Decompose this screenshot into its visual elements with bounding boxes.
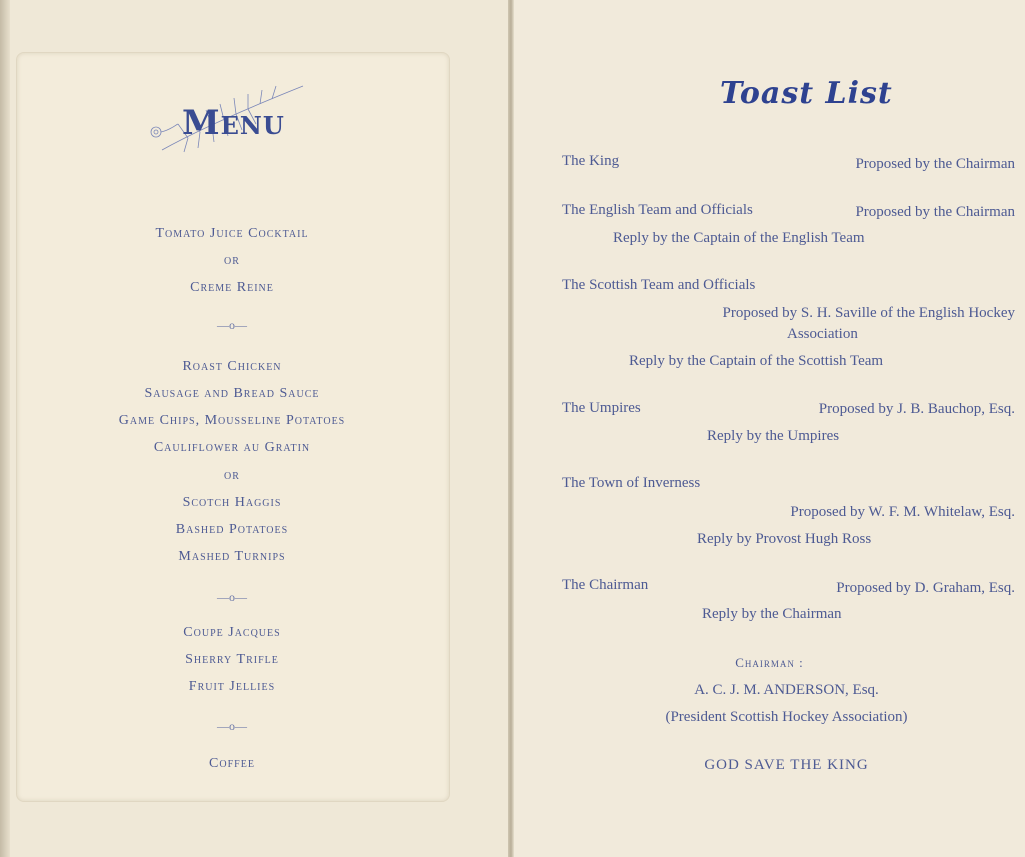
chairman-name: A. C. J. M. ANDERSON, Esq. xyxy=(694,682,879,698)
toast-proposer: Proposed by W. F. M. Whitelaw, Esq. xyxy=(790,504,1015,520)
toast-name: The Chairman xyxy=(562,577,649,593)
toast-reply: Reply by the Captain of the English Team xyxy=(613,230,865,246)
menu-separator-or: or xyxy=(224,468,240,483)
toast-proposer: Proposed by D. Graham, Esq. xyxy=(836,580,1015,596)
menu-item: Mashed Turnips xyxy=(178,549,286,564)
chairman-role: (President Scottish Hockey Association) xyxy=(665,709,908,725)
menu-item: Roast Chicken xyxy=(182,359,282,374)
toast-name: The King xyxy=(562,153,620,169)
menu-item: Fruit Jellies xyxy=(188,679,276,694)
toast-list-title: Toast List xyxy=(720,76,893,111)
binding-edge xyxy=(0,0,10,857)
menu-divider: —o— xyxy=(217,719,247,733)
menu-title-text: Menu xyxy=(182,103,285,143)
toast-reply: Reply by the Umpires xyxy=(707,428,840,444)
toast-name: The Umpires xyxy=(562,400,641,416)
toast-name: The English Team and Officials xyxy=(562,202,753,218)
menu-divider: —o— xyxy=(217,318,247,332)
menu-item: Coupe Jacques xyxy=(183,625,281,640)
menu-item: Scotch Haggis xyxy=(182,495,282,510)
menu-title-ornament xyxy=(148,80,308,162)
toast-proposer-continued: Association xyxy=(787,326,858,342)
menu-item: Sausage and Bread Sauce xyxy=(144,386,320,401)
toast-reply: Reply by the Chairman xyxy=(702,606,842,622)
menu-item: Game Chips, Mousseline Potatoes xyxy=(118,413,346,428)
menu-item: Sherry Trifle xyxy=(185,652,279,667)
menu-item: Cauliflower au Gratin xyxy=(153,440,311,455)
menu-item: Bashed Potatoes xyxy=(175,522,289,537)
menu-divider: —o— xyxy=(217,590,247,604)
menu-item: Creme Reine xyxy=(190,280,274,295)
menu-item: Tomato Juice Cocktail xyxy=(155,226,309,241)
toast-proposer: Proposed by the Chairman xyxy=(855,156,1015,172)
chairman-label: Chairman : xyxy=(735,655,804,670)
toast-reply: Reply by Provost Hugh Ross xyxy=(697,531,872,547)
closing-line: GOD SAVE THE KING xyxy=(704,757,869,773)
toast-name: The Scottish Team and Officials xyxy=(562,277,756,293)
toast-name: The Town of Inverness xyxy=(562,475,701,491)
toast-proposer: Proposed by S. H. Saville of the English Hockey xyxy=(722,305,1015,321)
menu-item: Coffee xyxy=(209,756,255,771)
toast-proposer: Proposed by the Chairman xyxy=(855,204,1015,220)
toast-reply: Reply by the Captain of the Scottish Team xyxy=(629,353,884,369)
menu-separator-or: or xyxy=(224,253,240,268)
toast-proposer: Proposed by J. B. Bauchop, Esq. xyxy=(818,401,1015,417)
